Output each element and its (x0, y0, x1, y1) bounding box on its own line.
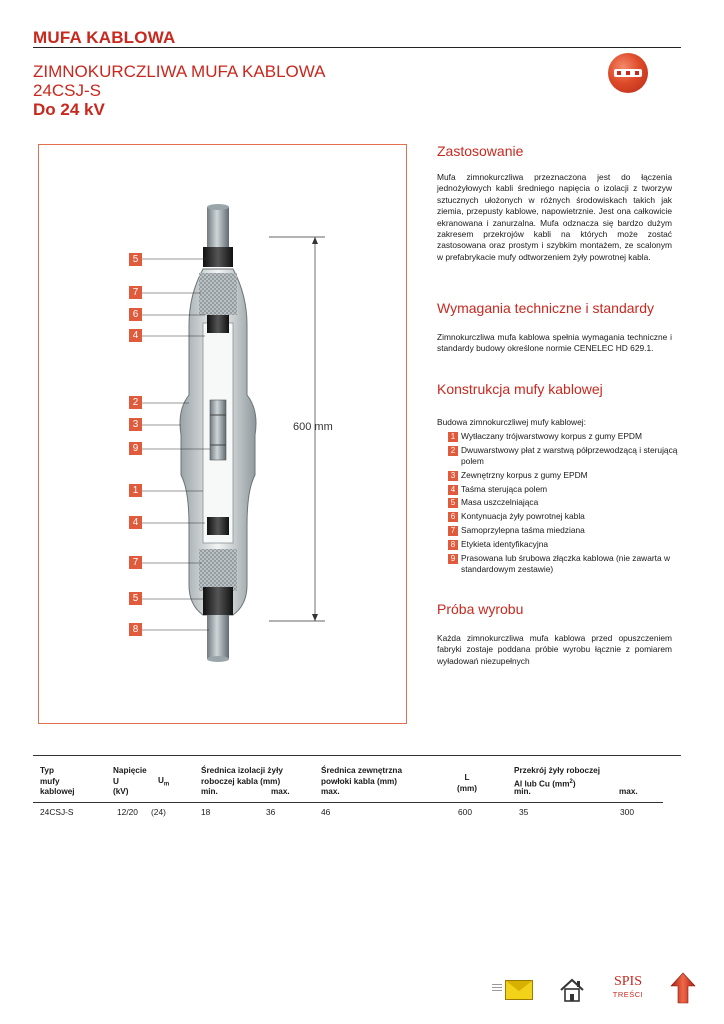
part-text: Samoprzylepna taśma miedziana (461, 524, 585, 535)
arrow-up-icon[interactable] (670, 972, 696, 1004)
part-text: Prasowana lub śrubowa złączka kablowa (nie zawarta w standardowym zestawie) (461, 552, 671, 574)
part-number: 6 (448, 512, 458, 522)
list-item (448, 470, 678, 481)
part-number: 3 (448, 471, 458, 481)
td-length: 600 (458, 807, 472, 817)
callout-5-bottom: 5 (129, 592, 142, 605)
part-text: Dwuwarstwowy płat z warstwą półprzewodzącą i sterującą polem (461, 444, 678, 466)
callout-4-bottom: 4 (129, 516, 142, 529)
testing-text: Każda zimnokurczliwa mufa kablowa przed opuszczeniem fabryki zostaje poddana próbie wyrobu łącznie z pomiarem wyładowań niezupełnych (437, 633, 672, 666)
td-um: (24) (151, 807, 166, 817)
callout-3: 3 (129, 418, 142, 431)
th-insulation-max: max. (271, 787, 290, 796)
application-title: Zastosowanie (437, 143, 524, 159)
th-sheath: Średnica zewnętrzna powłoki kabla (mm) max. (321, 766, 402, 796)
part-number: 7 (448, 526, 458, 536)
list-item (448, 539, 678, 550)
callout-2: 2 (129, 396, 142, 409)
testing-title: Próba wyrobu (437, 601, 524, 617)
part-text: Kontynuacja żyły powrotnej kabla (461, 511, 585, 522)
th-cross-section: Przekrój żyły roboczej Al lub Cu $(mm^2)$ (514, 766, 601, 789)
callout-1: 1 (129, 484, 142, 497)
part-text: Masa uszczelniająca (461, 497, 539, 508)
callout-9: 9 (129, 442, 142, 455)
th-cross-max: max. (619, 787, 638, 796)
table-top-rule (33, 755, 681, 756)
part-text: Zewnętrzny korpus z gumy EPDM (461, 469, 588, 480)
standards-title: Wymagania techniczne i standardy (437, 300, 654, 316)
callout-6: 6 (129, 308, 142, 321)
header-divider (33, 47, 681, 48)
parts-list (448, 431, 678, 578)
company-logo (608, 53, 648, 93)
list-item (448, 511, 678, 522)
list-item (448, 525, 678, 536)
mail-speed-lines (492, 984, 502, 996)
th-voltage-um: $U_m$ (158, 776, 170, 788)
callout-5-top: 5 (129, 253, 142, 266)
section-title: MUFA KABLOWA (33, 28, 176, 47)
td-cross-min: 35 (519, 807, 529, 817)
td-type: 24CSJ-S (40, 807, 74, 817)
td-insulation-max: 36 (266, 807, 276, 817)
th-cross-min: min. (514, 787, 531, 796)
callout-8: 8 (129, 623, 142, 636)
part-number: 2 (448, 446, 458, 456)
sealing-bottom (203, 587, 233, 615)
callout-4-top: 4 (129, 329, 142, 342)
product-code: 24CSJ-S (33, 81, 102, 100)
td-voltage: 12/20 (117, 807, 138, 817)
th-type: Typ mufy kablowej (40, 766, 75, 796)
dimension-label: 600 mm (293, 421, 333, 433)
part-number: 5 (448, 498, 458, 508)
construction-intro: Budowa zimnokurczliwej mufy kablowej: (437, 417, 586, 427)
construction-title: Konstrukcja mufy kablowej (437, 381, 603, 397)
home-icon[interactable] (558, 976, 586, 1004)
copper-mesh-bottom (199, 549, 237, 591)
td-sheath-max: 46 (321, 807, 331, 817)
th-voltage: Napięcie U (kV) (113, 766, 147, 796)
td-cross-max: 300 (620, 807, 634, 817)
joint-figure (38, 144, 407, 724)
th-insulation-min: min. (201, 787, 218, 796)
sealing-top (203, 247, 233, 267)
part-number: 1 (448, 432, 458, 442)
list-item (448, 553, 678, 575)
part-number: 4 (448, 485, 458, 495)
part-text: Taśma sterująca polem (461, 483, 548, 494)
table-of-contents-button[interactable] (608, 974, 648, 1004)
table-header-rule (33, 802, 663, 803)
toc-label-line1: SPIS (613, 974, 643, 989)
part-number: 8 (448, 540, 458, 550)
td-insulation-min: 18 (201, 807, 211, 817)
th-length: L (mm) (457, 773, 478, 793)
part-text: Etykieta identyfikacyjna (461, 538, 549, 549)
toc-label-line2: TREŚCI (612, 990, 644, 999)
part-text: Wytłaczany trójwarstwowy korpus z gumy EPDM (461, 431, 642, 441)
standards-text: Zimnokurczliwa mufa kablowa spełnia wymagania techniczne i standardy budowy określone normie CENELEC HD 629.1. (437, 332, 672, 354)
copper-mesh-top (199, 273, 237, 315)
list-item (448, 445, 678, 467)
logo-emblem (614, 69, 642, 77)
callout-7-top: 7 (129, 286, 142, 299)
list-item (448, 431, 678, 442)
joint-drawing (39, 145, 408, 725)
product-voltage: Do 24 kV (33, 100, 105, 119)
connector (210, 400, 226, 460)
callout-7-bottom: 7 (129, 556, 142, 569)
part-number: 9 (448, 554, 458, 564)
application-text: Mufa zimnokurczliwa przeznaczona jest do łączenia jednożyłowych kabli średniego napięcia o izolacji z tworzyw sztucznych ułożonych w różnych środowiskach takich jak ziemia, przepusty kablowe, napowietrznie. Jest ona całkowicie ekranowana i zanurzalna. Mufa odznacza się bardzo dużym zakresem przekrojów kabli na których może zostać zastosowana oraz prostym i szybkim montażem, ze scalonym w prefabrykacie mufy odtworzeniem żyły powrotnej kabla. (437, 172, 672, 262)
product-name: ZIMNOKURCZLIWA MUFA KABLOWA (33, 62, 326, 81)
list-item (448, 484, 678, 495)
list-item (448, 497, 678, 508)
mail-icon[interactable] (505, 980, 533, 1000)
th-insulation: Średnica izolacji żyły roboczej kabla (mm) (201, 766, 283, 786)
cable-bottom (207, 615, 229, 659)
